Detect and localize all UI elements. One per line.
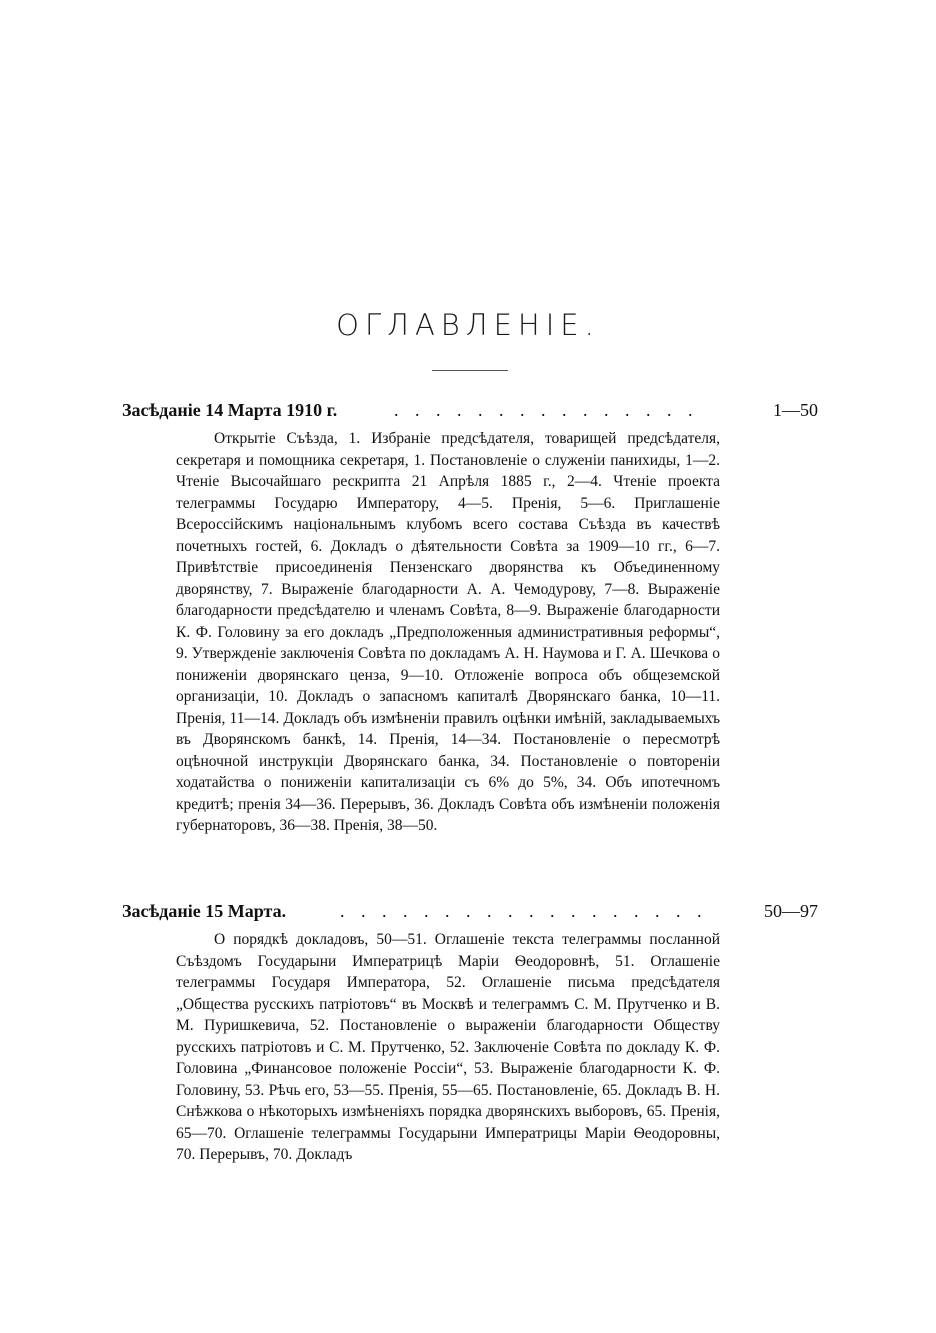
title-divider	[432, 370, 508, 371]
dot-leader: . . . . . . . . . . . . . . .	[394, 400, 699, 420]
toc-entry-heading	[122, 898, 818, 924]
entry-description: Открытіе Съѣзда, 1. Избраніе предсѣдателя, товарищей предсѣдателя, секретаря и помощника секретаря, 1. Постановленіе о служеніи панихиды, 1—2. Чтеніе Высочайшаго рескрипта 21 Апрѣля 1885 г., 2—4. Чтеніе проекта телеграммы Государю Императору, 4—5. Пренія, 5—6. Приглашеніе Всероссійскимъ національнымъ клубомъ всего состава Съѣзда въ качествѣ почетныхъ гостей, 6. Докладъ о дѣятельности Совѣта за 1909—10 гг., 6—7. Привѣтствіе присоединенія Пензенскаго дворянства къ Объединенному дворянству, 7. Выраженіе благодарности А. А. Чемодурову, 7—8. Выраженіе благодарности предсѣдателю и членамъ Совѣта, 8—9. Выраженіе благодарности К. Ф. Головину за его докладъ „Предположенныя административныя реформы“, 9. Утвержденіе заключенія Совѣта по докладамъ А. Н. Наумова и Г. А. Шечкова о пониженіи дворянскаго ценза, 9—10. Отложеніе вопроса объ общеземской организаціи, 10. Докладъ о запасномъ капиталѣ Дворянскаго банка, 10—11. Пренія, 11—14. Докладъ объ измѣненіи правилъ оцѣнки имѣній, закладываемыхъ въ Дворянскомъ банкѣ, 14. Пренія, 14—34. Постановленіе о пересмотрѣ оцѣночной инструкціи Дворянскаго банка, 34. Постановленіе о повтореніи ходатайства о пониженіи капитализаціи съ 6% до 5%, 34. Объ ипотечномъ кредитѣ; пренія 34—36. Перерывъ, 36. Докладъ Совѣта объ измѣненіи положенія губернаторовъ, 36—38. Пренія, 38—50.	[176, 430, 720, 834]
entry-label: Засѣданіе 14 Марта 1910 г.	[122, 400, 338, 420]
dot-leader: . . . . . . . . . . . . . . . . . .	[340, 901, 708, 921]
entry-pages: 1—50	[773, 400, 818, 420]
entry-pages: 50—97	[764, 901, 818, 921]
entry-label: Засѣданіе 15 Марта.	[122, 901, 287, 921]
page-title: ОГЛАВЛЕНІЕ.	[336, 308, 600, 342]
entry-description: О порядкѣ докладовъ, 50—51. Оглашеніе текста телеграммы посланной Съѣздомъ Государыни Императрицѣ Маріи Ѳеодоровнѣ, 51. Оглашеніе телеграммы Государя Императора, 52. Оглашеніе письма предсѣдателя „Общества русскихъ патріотовъ“ въ Москвѣ и телеграммъ С. М. Прутченко и В. М. Пуришкевича, 52. Постановленіе о выраженіи благодарности Обществу русскихъ патріотовъ и С. М. Прутченко, 52. Заключеніе Совѣта по докладу К. Ф. Головина „Финансовое положеніе Россіи“, 53. Выраженіе благодарности К. Ф. Головину, 53. Рѣчь его, 53—55. Пренія, 55—65. Постановленіе, 65. Докладъ В. Н. Снѣжкова о нѣкоторыхъ измѣненіяхъ порядка дворянскихъ выборовъ, 65. Пренія, 65—70. Оглашеніе телеграммы Государыни Императрицы Маріи Ѳеодоровны, 70. Перерывъ, 70. Докладъ	[176, 931, 720, 1163]
toc-entry-heading	[122, 397, 818, 423]
